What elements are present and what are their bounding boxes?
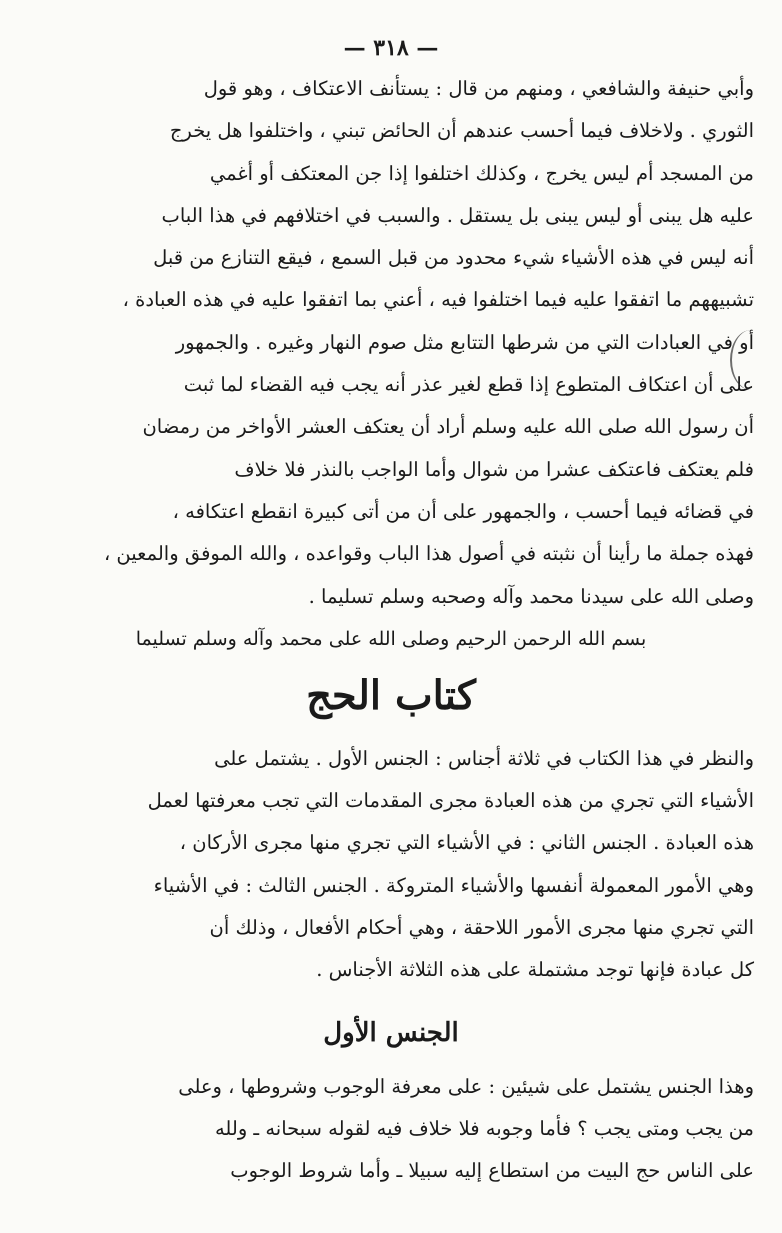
text-line: أنه ليس في هذه الأشياء شيء محدود من قبل السمع ، فيقع التنازع من قبل: [153, 246, 754, 270]
text-line: الثوري . ولاخلاف فيما أحسب عندهم أن الحائض تبني ، واختلفوا هل يخرج: [169, 119, 754, 143]
page-number: — ٣١٨ —: [343, 35, 439, 61]
text-line: في قضائه فيما أحسب ، والجمهور على أن من أتى كبيرة انقطع اعتكافه ،: [172, 499, 754, 523]
text-line: على الناس حج البيت من استطاع إليه سبيلا ـ وأما شروط الوجوب: [230, 1159, 754, 1183]
text-line: من يجب ومتى يجب ؟ فأما وجوبه فلا خلاف فيه لقوله سبحانه ـ ولله: [214, 1116, 754, 1140]
text-line: من المسجد أم ليس يخرج ، وكذلك اختلفوا إذا جن المعتكف أو أغمي: [209, 161, 754, 185]
text-line: هذه العبادة . الجنس الثاني : في الأشياء التي تجري منها مجرى الأركان ،: [179, 831, 754, 855]
paragraph-first-genus: [28, 1066, 754, 1193]
text-line: كل عبادة فإنها توجد مشتملة على هذه الثلاثة الأجناس .: [316, 958, 754, 982]
text-line: والنظر في هذا الكتاب في ثلاثة أجناس : الجنس الأول . يشتمل على: [214, 746, 754, 770]
text-line: وهي الأمور المعمولة أنفسها والأشياء المتروكة . الجنس الثالث : في الأشياء: [153, 873, 754, 897]
paragraph-itikaf-conclusion: [28, 68, 754, 618]
text-line: التي تجري منها مجرى الأمور اللاحقة ، وهي أحكام الأفعال ، وذلك أن: [209, 916, 754, 940]
text-line: عليه هل يبنى أو ليس يبنى بل يستقل . والسبب في اختلافهم في هذا الباب: [161, 203, 754, 227]
margin-bracket-mark: [730, 330, 772, 390]
book-title: كتاب الحج: [306, 671, 476, 719]
text-line: على أن اعتكاف المتطوع إذا قطع لغير عذر أنه يجب فيه القضاء لما ثبت: [183, 373, 754, 397]
text-line: وأبي حنيفة والشافعي ، ومنهم من قال : يستأنف الاعتكاف ، وهو قول: [203, 77, 754, 100]
text-line: تشبيههم ما اتفقوا عليه فيما اختلفوا فيه ، أعني بما اتفقوا عليه في هذه العبادة ،: [122, 288, 754, 312]
section-title: الجنس الأول: [323, 1017, 459, 1048]
text-line: فهذه جملة ما رأينا أن نثبته في أصول هذا الباب وقواعده ، والله الموفق والمعين ،: [103, 542, 754, 566]
text-line: الأشياء التي تجري من هذه العبادة مجرى المقدمات التي تجب معرفتها لعمل: [147, 789, 754, 813]
basmala: بسم الله الرحمن الرحيم وصلى الله على محمد وآله وسلم تسليما: [135, 627, 647, 650]
text-line: وصلى الله على سيدنا محمد وآله وصحبه وسلم تسليما .: [308, 584, 754, 608]
text-line: أن رسول الله صلى الله عليه وسلم أراد أن يعتكف العشر الأواخر من رمضان: [142, 415, 754, 439]
text-line: وهذا الجنس يشتمل على شيئين : على معرفة الوجوب وشروطها ، وعلى: [178, 1074, 754, 1098]
paragraph-hajj-intro: [28, 738, 754, 992]
text-line: فلم يعتكف فاعتكف عشرا من شوال وأما الواجب بالنذر فلا خلاف: [234, 457, 754, 481]
text-line: أو في العبادات التي من شرطها التتابع مثل صوم النهار وغيره . والجمهور: [175, 330, 754, 354]
